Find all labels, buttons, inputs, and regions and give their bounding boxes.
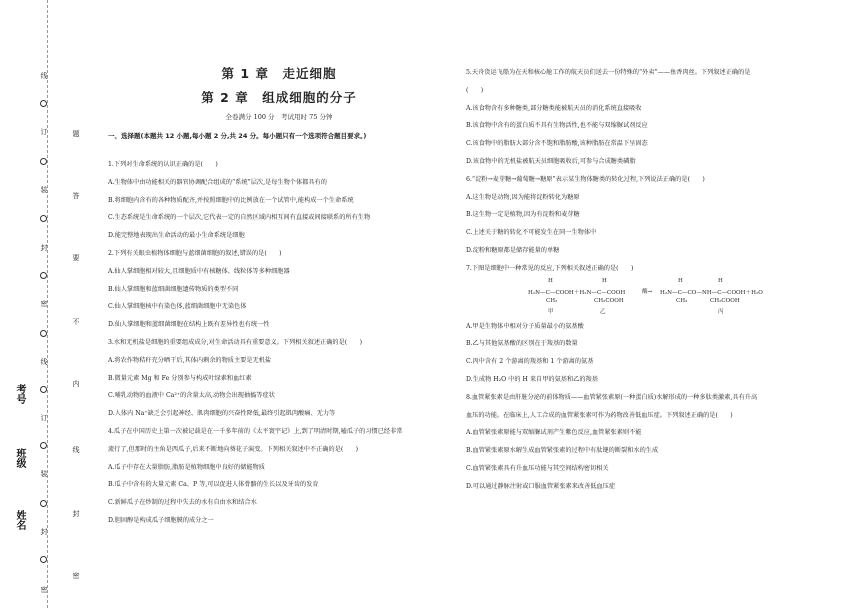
margin-char-zhuang: 装: [40, 186, 48, 193]
label-yi: 乙: [600, 308, 606, 315]
option-c: C.上述关于糖的转化不可能发生在同一生物体中: [466, 229, 597, 237]
option-b: B.血管紧张素原水解生成血管紧张素的过程中有肽键的断裂和水的生成: [466, 447, 659, 455]
question-1: [108, 156, 450, 245]
binding-hole: [40, 556, 47, 563]
question-stem: 5.天舟货运飞船为在天和核心舱工作的航天员们送去一份特殊的“外卖”——鱼香肉丝。下列叙述正确的是: [466, 69, 751, 76]
notice-char: 答: [72, 192, 80, 199]
option-c: C.哺乳动物的血液中 Ca²⁺的含量太高,动物会出现抽搐等症状: [108, 392, 275, 400]
option-b: B.微量元素 Mg 和 Fe 分别参与构成叶绿素和血红素: [108, 374, 252, 382]
notice-char: 密: [72, 572, 80, 579]
option-b: B.瓜子中含有的大量元素 Ca、P 等,可以促进人体骨骼的生长以及牙齿的发育: [108, 481, 319, 489]
option-d: D.胆固醇是构成瓜子细胞膜的成分之一: [108, 516, 214, 524]
atom-h: H: [548, 277, 553, 284]
label-jia: 甲: [548, 308, 554, 315]
binding-hole: [40, 100, 47, 107]
option-d: D.仙人掌细胞和蓝细菌细胞在结构上既有差异性也有统一性: [108, 321, 270, 329]
margin-char-ding: 订: [40, 128, 48, 135]
binding-hole: [40, 330, 47, 337]
notice-char: 线: [72, 446, 80, 453]
notice-char: 要: [72, 254, 80, 261]
option-a: A.仙人掌细胞相对较大,且细胞质中有核糖体、线粒体等多种细胞器: [108, 267, 290, 275]
option-d: D.淀粉和糖原都是储存能量的单糖: [466, 246, 560, 254]
option-d: D.人体内 Na⁺缺乏会引起神经、肌肉细胞的兴奋性降低,最终引起肌肉酸痛、无力等: [108, 410, 336, 418]
option-d: D.能完整地表现出生命活动的最小生命系统是细胞: [108, 232, 245, 240]
atom-h: H: [678, 277, 683, 284]
side-chain-ch3: CH₃: [546, 297, 558, 304]
binding-margin: [0, 0, 96, 608]
exam-number-label: 考号: [14, 384, 25, 404]
class-label: 班级: [14, 448, 25, 468]
option-a: A.甲是生物体中相对分子质量最小的氨基酸: [466, 322, 584, 330]
option-c: C.该食物中的脂肪大部分含不饱和脂肪酸,该种脂肪在常温下呈固态: [466, 140, 648, 148]
option-b: B.将细胞内含有的各种物质配齐,并按照细胞中的比例放在一个试管中,能构成一个生命系统: [108, 196, 354, 204]
question-8: [466, 389, 816, 496]
margin-char-ding: 订: [40, 414, 48, 421]
question-stem: 6.“淀粉→麦芽糖→葡萄糖→糖原”表示某生物体糖类的转化过程,下列说法正确的是( ): [466, 175, 705, 183]
left-column: [108, 64, 450, 530]
option-b: B.这生物一定是植物,因为有淀粉和麦芽糖: [466, 211, 580, 219]
question-stem: 1.下列对生命系统的认识正确的是( ): [108, 161, 218, 168]
question-3: [108, 334, 450, 423]
question-7: [466, 260, 816, 389]
option-c: C.生态系统是生命系统的一个层次,它代表一定的自然区域内相互间有直接或间接联系的所有生物: [108, 214, 371, 222]
binding-hole: [40, 158, 47, 165]
option-a: A.瓜子中存在大量脂肪,脂肪是植物细胞中良好的储能物质: [108, 463, 265, 471]
margin-char-xian: 线: [40, 72, 48, 79]
exam-meta: 全卷满分 100 分 考试用时 75 分钟: [225, 113, 333, 121]
question-stem-cont: 血压的功能。在临床上,人工合成的血管紧张素可作为药物改善低血压症。下列叙述正确的是( ): [466, 411, 733, 419]
chapter-1-title: 第 1 章 走近细胞: [221, 66, 337, 81]
reaction-diagram: [466, 278, 816, 318]
binding-hole: [40, 215, 47, 222]
binding-hole: [40, 272, 47, 279]
margin-char-mi: 密: [40, 586, 48, 593]
question-2: [108, 245, 450, 334]
atom-h: H: [602, 277, 607, 284]
side-chain-ch2cooh: CH₂COOH: [594, 297, 624, 304]
name-label: 姓名: [14, 510, 25, 530]
product: H₂N—C—CO—NH—C—COOH＋H₂O: [660, 289, 763, 296]
option-c: C.血管紧张素具有升血压功能与其空间结构密切相关: [466, 464, 609, 472]
question-5: [466, 64, 816, 171]
label-bing: 丙: [718, 308, 724, 315]
question-stem-cont: 流行了,但那时的主角是西瓜子,后来不断地向葵花子演变。下列相关叙述中不正确的是( ): [108, 445, 359, 453]
atom-h: H: [718, 277, 723, 284]
side-chain-ch2cooh: CH₂COOH: [710, 297, 740, 304]
question-stem: 2.下列有关眼虫植物体细胞与蓝细菌细胞的叙述,错误的是( ): [108, 249, 282, 257]
margin-char-zhuang: 装: [40, 470, 48, 477]
question-stem: 8.血管紧张素是由肝脏分泌的前体物质——血管紧张素原(一种蛋白质)水解形成的一种多肽类激素,具有升高: [466, 393, 758, 401]
binding-hole: [40, 386, 47, 393]
question-stem: 4.瓜子在中国历史上第一次被记载是在一千多年前的《太平寰宇记》上,到了明清时期,嗑瓜子的习惯已经非常: [108, 427, 403, 435]
chapter-2-title: 第 2 章 组成细胞的分子: [201, 90, 357, 105]
margin-char-feng: 封: [40, 244, 48, 251]
margin-char-mi: 密: [40, 300, 48, 307]
question-stem: 7.下图是细胞中一种常见的反应,下列相关叙述正确的是( ): [466, 264, 634, 272]
question-stem: 3.水和无机盐是细胞的重要组成成分,对生命活动具有重要意义。下列相关叙述正确的是( ): [108, 338, 363, 346]
option-b: B.该食物中含有的蛋白质不具有生物活性,也不能与双缩脲试剂反应: [466, 122, 648, 130]
binding-hole: [40, 500, 47, 507]
question-6: [466, 171, 816, 260]
notice-char: 封: [72, 510, 80, 517]
right-column: [466, 64, 816, 496]
reactants: H₂N—C—COOH＋H₂N—C—COOH: [528, 289, 626, 296]
notice-char: 题: [72, 130, 80, 137]
option-c: C.丙中含有 2 个游离的羧基和 1 个游离的氨基: [466, 358, 594, 366]
section-heading: 一、选择题(本题共 12 小题,每小题 2 分,共 24 分。每小题只有一个选项符合题目要求。): [108, 132, 367, 140]
option-a: A.该食物含有多种糖类,部分糖类能被航天员的消化系统直接吸收: [466, 104, 642, 112]
option-d: D.该食物中的无机盐被航天员细胞吸收后,可参与合成糖类磷脂: [466, 157, 636, 165]
option-c: C.仙人掌细胞核中有染色体,蓝细菌细胞中无染色体: [108, 303, 247, 311]
option-a: A.生物体中由功能相关的器官协调配合组成的“系统”层次,是每生物个体都具有的: [108, 178, 327, 186]
option-b: B.乙与其他氨基酸的区别在于羧基的数量: [466, 340, 578, 348]
option-b: B.仙人掌细胞和蓝细菌细胞遗传物质的类型不同: [108, 285, 239, 293]
option-c: C.新鲜瓜子在炒制的过程中失去的水有自由水和结合水: [108, 499, 257, 507]
enzyme-arrow: 酶→: [642, 288, 653, 295]
margin-char-xian: 线: [40, 358, 48, 365]
side-chain-ch3: CH₃: [676, 297, 688, 304]
question-4: [108, 423, 450, 530]
option-d: D.可以通过静脉注射或口服血管紧张素来改善低血压症: [466, 482, 616, 490]
answer-paren: ( ): [466, 86, 484, 94]
binding-hole: [40, 442, 47, 449]
option-d: D.生成物 H₂O 中的 H 来自甲的氨基和乙的羧基: [466, 375, 598, 383]
option-a: A.将农作物秸秆充分晒干后,其体内剩余的物质主要是无机盐: [108, 356, 272, 364]
option-a: A.血管紧张素原能与双缩脲试剂产生紫色反应,血管紧张素则不能: [466, 429, 642, 437]
margin-char-feng: 封: [40, 528, 48, 535]
notice-char: 内: [72, 380, 80, 387]
notice-char: 不: [72, 318, 80, 325]
option-a: A.这生物是动物,因为能将淀粉转化为糖原: [466, 193, 580, 201]
